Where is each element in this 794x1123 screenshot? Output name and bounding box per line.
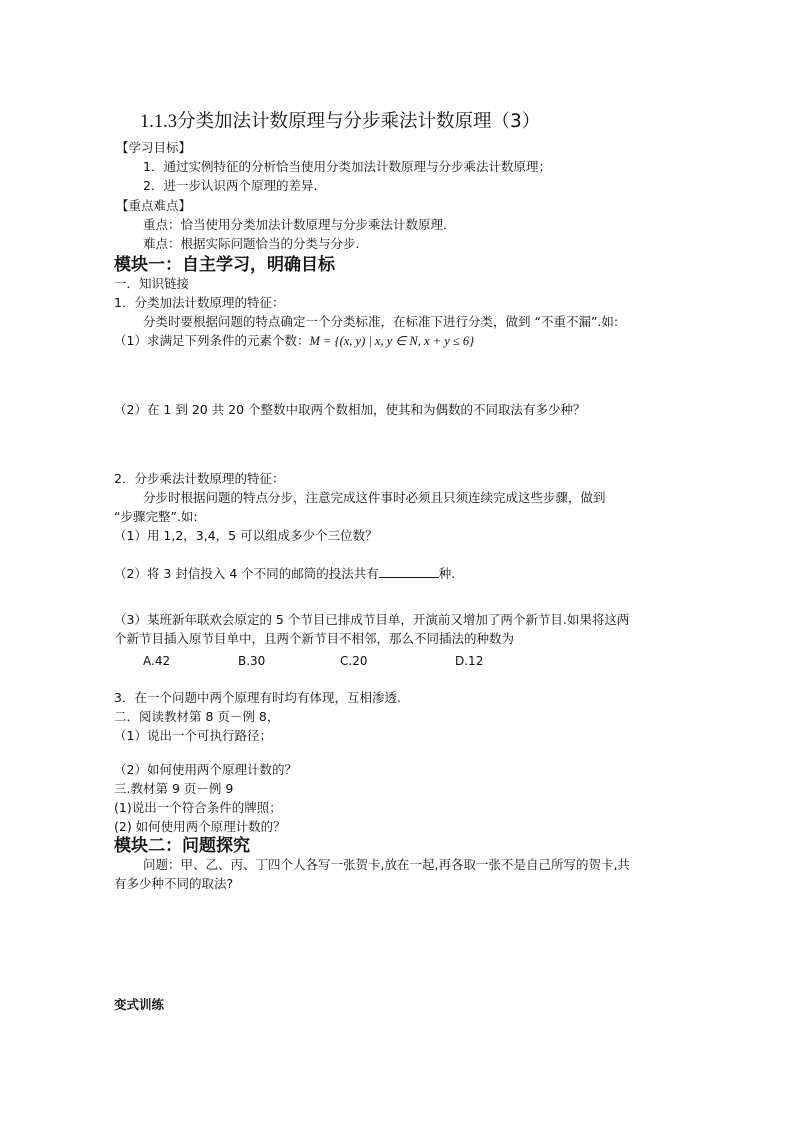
section3-question-2: (2) 如何使用两个原理计数的？ [114, 819, 286, 834]
principle1-body: 分类时要根据问题的特点确定一个分类标准，在标准下进行分类，做到 “不重不漏”.如: [143, 314, 619, 329]
principle2-body-line2: “步骤完整”.如: [114, 509, 198, 524]
option-b: B.30 [238, 654, 266, 668]
principle2-title: 2．分步乘法计数原理的特征： [114, 471, 285, 486]
section2-question-2: （2）如何使用两个原理计数的？ [114, 762, 297, 777]
page-title [140, 110, 540, 134]
answer-blank [379, 565, 439, 578]
section2-heading: 二．阅读教材第 8 页－例 8， [114, 709, 280, 724]
question-1-text: （1）求满足下列条件的元素个数： [114, 333, 310, 348]
question-4 [114, 565, 455, 582]
objectives-heading: 【学习目标】 [116, 140, 192, 155]
question-3: （1）用 1,2，3,4，5 可以组成多少个三位数？ [114, 528, 378, 543]
title-number: 1.1.3 [140, 112, 177, 132]
section1-heading: 一．知识链接 [114, 276, 190, 291]
key-points-heading: 【重点难点】 [116, 198, 192, 213]
section3-question-1: (1)说出一个符合条件的牌照； [114, 800, 282, 815]
section2-question-1: （1）说出一个可执行路径； [114, 728, 272, 743]
objective-item-2: 2．进一步认识两个原理的差异. [143, 178, 318, 193]
question-4-text: （2）将 3 封信投入 4 个不同的邮筒的投法共有 [114, 566, 379, 581]
set-formula: M = {(x, y) | x, y ∈ N, x + y ≤ 6} [309, 334, 475, 348]
question-2: （2）在 1 到 20 共 20 个整数中取两个数相加，使其和为偶数的不同取法有多少种？ [114, 402, 586, 417]
variant-training-heading: 变式训练 [114, 997, 165, 1012]
question-1 [114, 333, 474, 349]
question-5-line1: （3）某班新年联欢会原定的 5 个节目已排成节目单，开演前又增加了两个新节目.如果将这两 [114, 612, 630, 627]
principle3: 3．在一个问题中两个原理有时均有体现，互相渗透. [114, 690, 401, 705]
section3-heading: 三.教材第 9 页－例 9 [114, 781, 234, 796]
principle1-title: 1．分类加法计数原理的特征： [114, 295, 285, 310]
module1-heading: 模块一：自主学习，明确目标 [114, 255, 335, 275]
title-text: 分类加法计数原理与分步乘法计数原理（3） [177, 111, 541, 132]
question-5-line2: 个新节目插入原节目单中，且两个新节目不相邻，那么不同插法的种数为 [114, 631, 515, 646]
problem-line2: 有多少种不同的取法? [114, 876, 234, 891]
module2-heading: 模块二：问题探究 [114, 836, 250, 856]
option-a: A.42 [143, 654, 171, 668]
question-4-suffix: 种. [438, 566, 456, 581]
option-d: D.12 [455, 654, 484, 668]
objective-item-1: 1．通过实例特征的分析恰当使用分类加法计数原理与分步乘法计数原理； [143, 159, 551, 174]
key-point-focus: 重点：恰当使用分类加法计数原理与分步乘法计数原理． [143, 217, 456, 232]
option-c: C.20 [340, 654, 368, 668]
key-point-difficulty: 难点：根据实际问题恰当的分类与分步. [143, 236, 360, 251]
principle2-body-line1: 分步时根据问题的特点分步，注意完成这件事时必须且只须连续完成这些步骤，做到 [143, 490, 606, 505]
problem-line1: 问题：甲、乙、丙、丁四个人各写一张贺卡,放在一起,再各取一张不是自己所写的贺卡,共 [143, 857, 630, 872]
